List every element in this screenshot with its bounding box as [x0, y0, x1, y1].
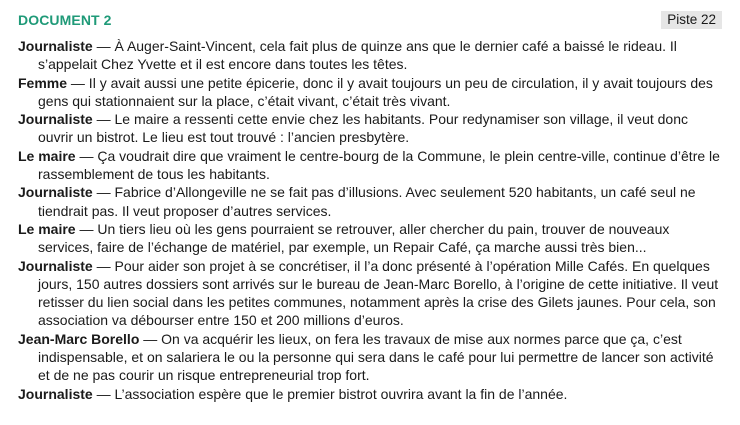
speaker-name: Journaliste — [18, 111, 93, 128]
transcript-line — [18, 330, 722, 385]
transcript-line — [18, 147, 722, 184]
line-text: — Le maire a ressenti cette envie chez les habitants. Pour redynamiser son village, il veut donc ouvrir un bistrot. Le lieu est tout trouvé : l’ancien presbytère. — [38, 111, 689, 146]
line-text: — Un tiers lieu où les gens pourraient se retrouver, aller chercher du pain, trouver de nouveaux services, faire de l’échange de matériel, par exemple, un Repair Café, ça marche aussi très bien... — [38, 220, 670, 256]
speaker-name: Jean-Marc Borello — [18, 330, 140, 347]
line-text: — À Auger-Saint-Vincent, cela fait plus de quinze ans que le dernier café a baissé le rideau. Il s’appelait Chez Yvette et il est encore dans toutes les têtes. — [38, 38, 677, 73]
speaker-name: Le maire — [18, 220, 76, 237]
document-title: DOCUMENT 2 — [18, 12, 112, 28]
document-header — [18, 10, 722, 34]
speaker-name: Journaliste — [18, 257, 93, 274]
speaker-name: Journaliste — [18, 184, 93, 201]
line-text: — Fabrice d’Allongeville ne se fait pas d’illusions. Avec seulement 520 habitants, un café seul ne tiendrait pas. Il veut proposer d’autres services. — [38, 184, 696, 219]
speaker-name: Le maire — [18, 147, 76, 164]
transcript-line — [18, 37, 722, 74]
line-text: — On va acquérir les lieux, on fera les travaux de mise aux normes parce que ça, c’est indispensable, et on salariera le ou la personne qui sera dans le café pour lui permettre de lancer son activité et de ne pas courir un risque entrepreneurial trop fort. — [38, 330, 714, 384]
transcript-line — [18, 183, 722, 220]
line-text: — Ça voudrait dire que vraiment le centre-bourg de la Commune, le plein centre-ville, continue d’être le rassemblement de tous les habitants. — [38, 147, 720, 183]
transcript-line — [18, 385, 722, 403]
speaker-name: Journaliste — [18, 38, 93, 54]
line-text: — L’association espère que le premier bistrot ouvrira avant la fin de l’année. — [92, 385, 568, 402]
track-label: Piste 22 — [661, 11, 722, 29]
transcript-line — [18, 257, 722, 330]
speaker-name: Journaliste — [18, 385, 93, 402]
speaker-name: Femme — [18, 74, 68, 91]
transcript — [18, 37, 722, 403]
transcript-line — [18, 110, 722, 147]
transcript-line — [18, 74, 722, 111]
line-text: — Il y avait aussi une petite épicerie, donc il y avait toujours un peu de circulation, il y avait toujours des gens qui stationnaient sur la place, c’était vivant, c’était très vivant. — [38, 74, 713, 109]
line-text: — Pour aider son projet à se concrétiser, il l’a donc présenté à l’opération Mille Cafés. En quelques jours, 150 autres dossiers sont arrivés sur le bureau de Jean-Marc Borello, à l’origine de cette initiative. Il veut retisser du lien social dans les petites communes, notamment après la crise des Gilets jaunes. Pour cela, son association va débourser entre 150 et 200 millions d’euros. — [38, 257, 719, 329]
transcript-line — [18, 220, 722, 257]
